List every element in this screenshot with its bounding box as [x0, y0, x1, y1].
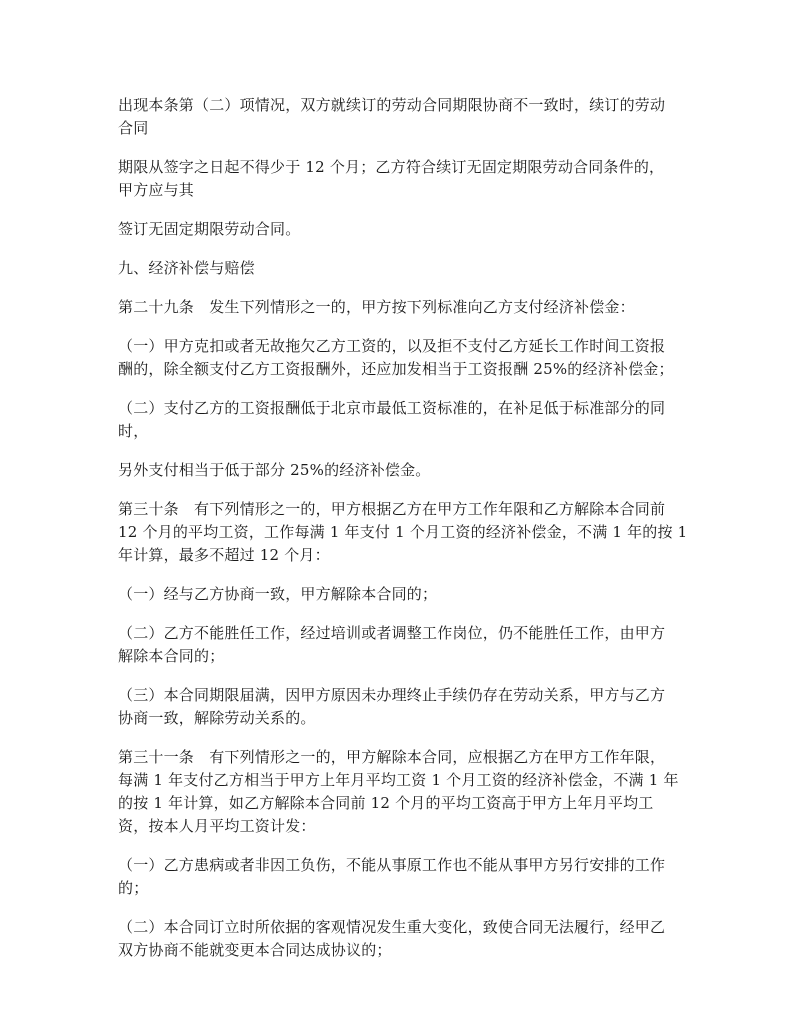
text-line: （一）乙方患病或者非因工负伤，不能从事原工作也不能从事甲方另行安排的工作: [118, 856, 666, 874]
text-line: 期限从签字之日起不得少于 12 个月；乙方符合续订无固定期限劳动合同条件的，: [118, 158, 665, 176]
text-line: 双方协商不能就变更本合同达成协议的；: [118, 941, 392, 959]
text-line: 九、经济补偿与赔偿: [118, 259, 255, 277]
text-line: 的；: [118, 879, 149, 897]
clause-item: [118, 916, 684, 962]
text-line: 的按 1 年计算，如乙方解除本合同前 12 个月的平均工资高于甲方上年月平均工: [118, 794, 654, 812]
text-line: （三）本合同期限届满，因甲方原因未办理终止手续仍存在劳动关系，甲方与乙方: [118, 686, 666, 704]
text-line: 时，: [118, 422, 149, 440]
text-line: 协商一致，解除劳动关系的。: [118, 709, 316, 727]
text-line: 年计算，最多不超过 12 个月：: [118, 546, 330, 564]
text-line: 第二十九条 发生下列情形之一的，甲方按下列标准向乙方支付经济补偿金：: [118, 298, 635, 316]
text-line: 每满 1 年支付乙方相当于甲方上年月平均工资 1 个月工资的经济补偿金，不满 1 年: [118, 771, 679, 789]
clause-item: [118, 622, 684, 668]
paragraph: [118, 156, 684, 202]
text-line: 资，按本人月平均工资计发：: [118, 817, 316, 835]
text-line: 解除本合同的；: [118, 647, 225, 665]
document-page: [118, 94, 688, 978]
text-line: 合同: [118, 119, 149, 137]
clause-item: [118, 583, 684, 606]
text-line: 甲方应与其: [118, 181, 195, 199]
text-line: 出现本条第（二）项情况，双方就续订的劳动合同期限协商不一致时，续订的劳动: [118, 96, 666, 114]
text-line: 第三十一条 有下列情形之一的，甲方解除本合同，应根据乙方在甲方工作年限，: [118, 748, 666, 766]
text-line: 签订无固定期限劳动合同。: [118, 220, 301, 238]
text-line: 酬的，除全额支付乙方工资报酬外，还应加发相当于工资报酬 25%的经济补偿金；: [118, 360, 674, 378]
text-line: （二）乙方不能胜任工作，经过培训或者调整工作岗位，仍不能胜任工作，由甲方: [118, 624, 666, 642]
text-line: （一）甲方克扣或者无故拖欠乙方工资的，以及拒不支付乙方延长工作时间工资报: [118, 337, 666, 355]
clause-item: [118, 335, 684, 381]
text-line: （一）经与乙方协商一致，甲方解除本合同的；: [118, 585, 438, 603]
article-paragraph: [118, 746, 684, 838]
clause-item: [118, 397, 684, 443]
clause-item: [118, 684, 684, 730]
paragraph: [118, 459, 684, 482]
article-paragraph: [118, 498, 688, 567]
article-paragraph: [118, 296, 684, 319]
text-line: 12 个月的平均工资，工作每满 1 年支付 1 个月工资的经济补偿金，不满 1 年的按 1: [118, 523, 688, 541]
section-heading: [118, 257, 684, 280]
paragraph: [118, 94, 684, 140]
paragraph: [118, 218, 684, 241]
text-line: 另外支付相当于低于部分 25%的经济补偿金。: [118, 461, 431, 479]
text-line: （二）支付乙方的工资报酬低于北京市最低工资标准的，在补足低于标准部分的同: [118, 399, 666, 417]
text-line: （二）本合同订立时所依据的客观情况发生重大变化，致使合同无法履行，经甲乙: [118, 918, 666, 936]
text-line: 第三十条 有下列情形之一的，甲方根据乙方在甲方工作年限和乙方解除本合同前: [118, 500, 666, 518]
clause-item: [118, 854, 684, 900]
